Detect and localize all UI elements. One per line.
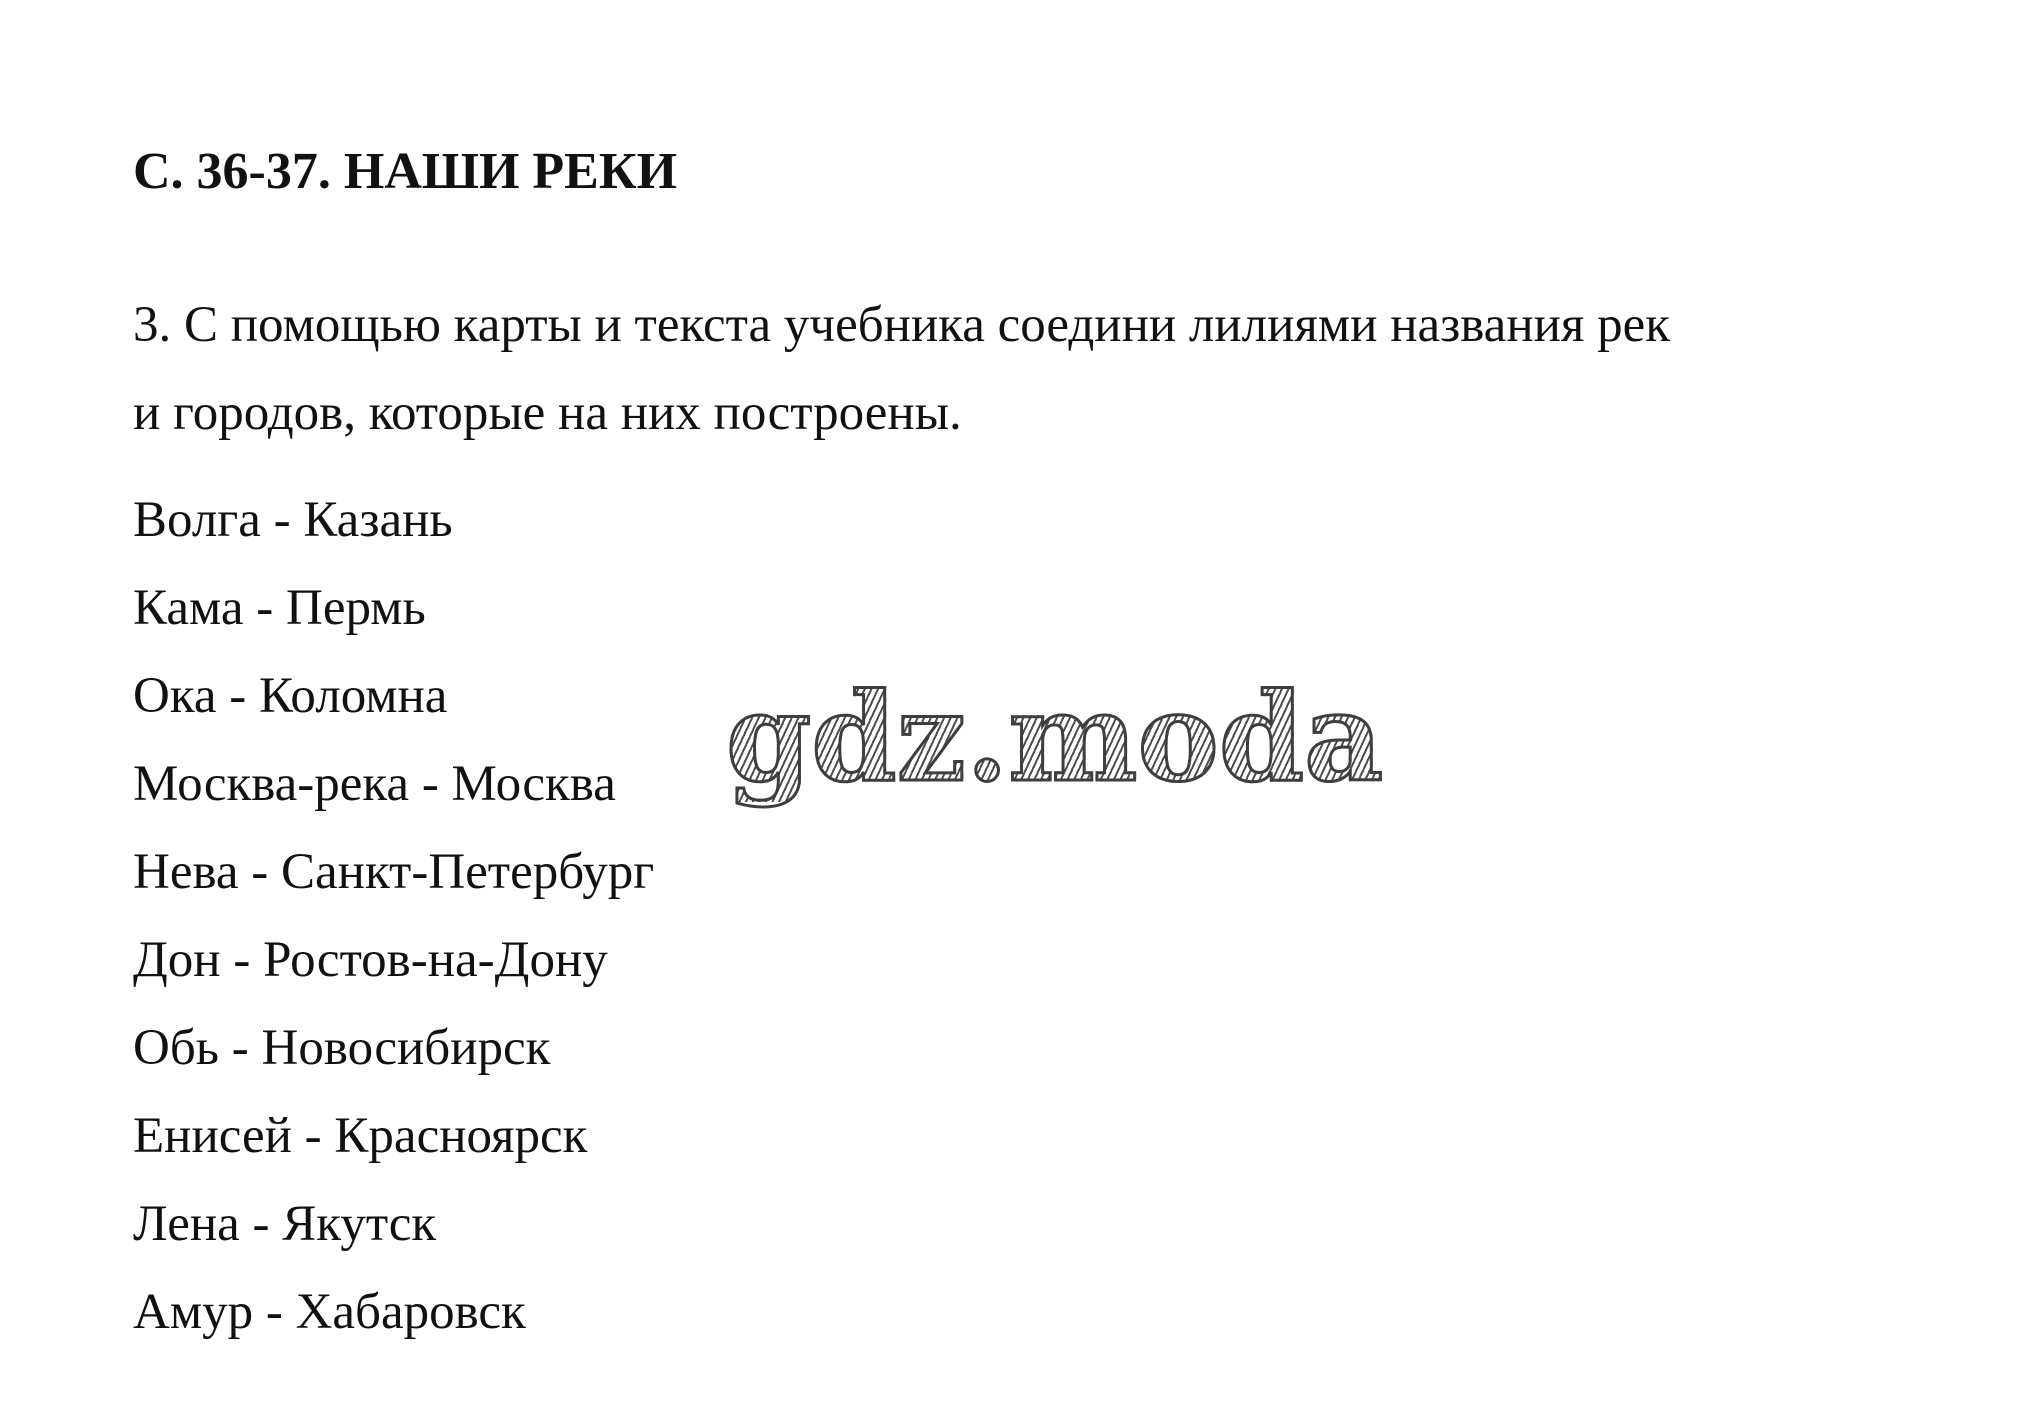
answer-item: Нева - Санкт-Петербург [133, 844, 655, 900]
answer-item: Ока - Коломна [133, 668, 448, 724]
answer-item: Дон - Ростов-на-Дону [133, 932, 608, 988]
watermark-logo: gdz.moda [726, 665, 1384, 809]
task-line-1: 3. С помощью карты и текста учебника соедини лилиями названия рек [133, 297, 1671, 353]
answer-item: Москва-река - Москва [133, 756, 616, 812]
task-text [133, 281, 1933, 457]
task-line-2: и городов, которые на них построены. [133, 385, 962, 441]
page-title: С. 36-37. НАШИ РЕКИ [133, 143, 678, 200]
answer-list [133, 476, 654, 1356]
answer-item: Амур - Хабаровск [133, 1284, 526, 1340]
answer-item: Лена - Якутск [133, 1196, 437, 1252]
answer-item: Кама - Пермь [133, 580, 426, 636]
answer-item: Волга - Казань [133, 492, 453, 548]
answer-item: Обь - Новосибирск [133, 1020, 551, 1076]
answer-item: Енисей - Красноярск [133, 1108, 588, 1164]
